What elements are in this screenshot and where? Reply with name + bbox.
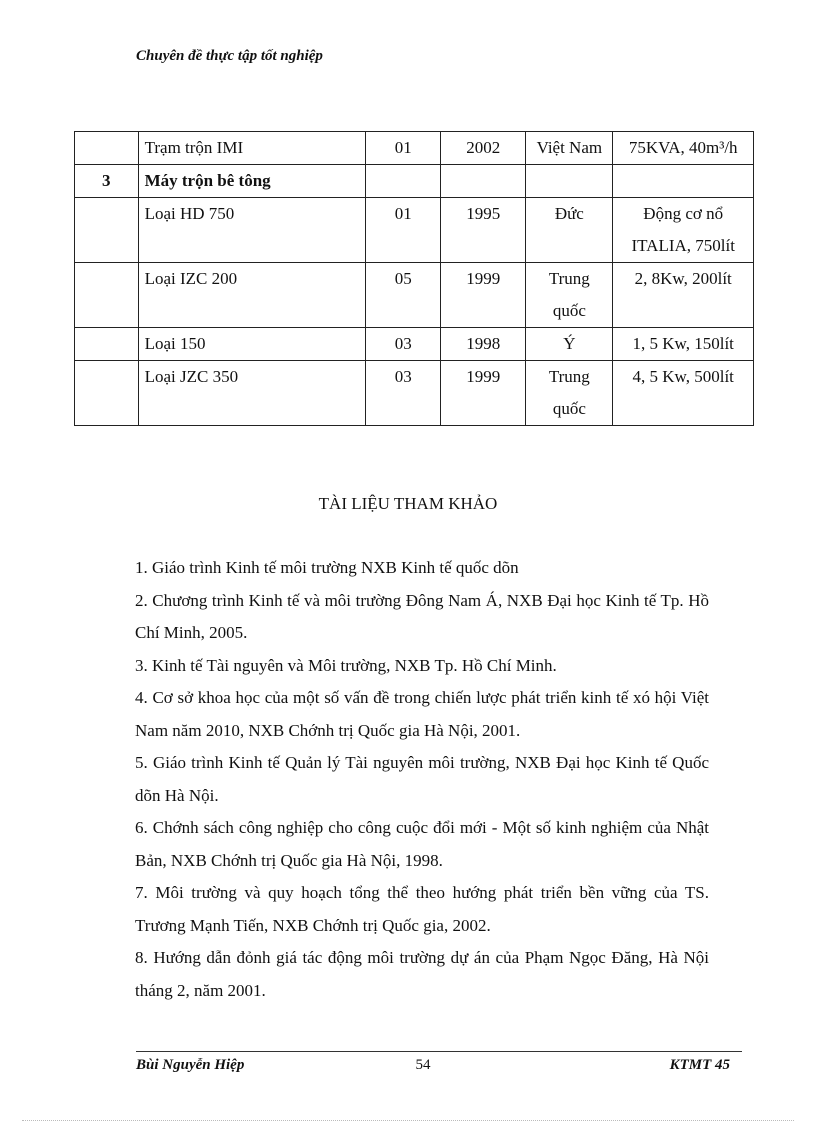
table-cell-name: Loại IZC 200 <box>138 263 366 328</box>
table-cell-stt <box>75 263 139 328</box>
table-cell-spec: Động cơ nổ ITALIA, 750lít <box>613 198 754 263</box>
page-header-title: Chuyên đề thực tập tốt nghiệp <box>136 48 323 64</box>
reference-item: 5. Giáo trình Kinh tế Quản lý Tài nguyên môi trường, NXB Đại học Kinh tế Quốc dõn Hà Nội. <box>135 753 709 805</box>
footer-divider <box>136 1051 742 1052</box>
table-cell-stt <box>75 328 139 361</box>
table-cell-name: Loại JZC 350 <box>138 361 366 426</box>
footer-class-code: KTMT 45 <box>669 1057 730 1073</box>
table-cell-origin: Việt Nam <box>526 132 613 165</box>
references-list <box>135 552 709 1007</box>
table-cell-stt <box>75 132 139 165</box>
table-cell-name: Loại 150 <box>138 328 366 361</box>
table-cell-spec: 1, 5 Kw, 150lít <box>613 328 754 361</box>
reference-item: 4. Cơ sở khoa học của một số vấn đề trong chiến lược phát triển kinh tế xó hội Việt Nam năm 2010, NXB Chớnh trị Quốc gia Hà Nội, 2001. <box>135 688 709 740</box>
reference-item: 1. Giáo trình Kinh tế môi trường NXB Kinh tế quốc dõn <box>135 558 519 577</box>
table-cell-stt: 3 <box>75 165 139 198</box>
equipment-table <box>74 131 754 426</box>
table-cell-year: 2002 <box>441 132 526 165</box>
table-cell-quantity: 03 <box>366 361 441 426</box>
table-cell-quantity: 05 <box>366 263 441 328</box>
reference-item: 6. Chớnh sách công nghiệp cho công cuộc đổi mới - Một số kinh nghiệm của Nhật Bản, NXB Chớnh trị Quốc gia Hà Nội, 1998. <box>135 818 709 870</box>
table-cell-spec: 4, 5 Kw, 500lít <box>613 361 754 426</box>
table-cell-quantity: 03 <box>366 328 441 361</box>
table-cell-quantity: 01 <box>366 132 441 165</box>
table-row <box>75 132 754 165</box>
table-cell-quantity <box>366 165 441 198</box>
table-cell-year: 1998 <box>441 328 526 361</box>
table-cell-origin: Trung quốc <box>526 263 613 328</box>
table-cell-quantity: 01 <box>366 198 441 263</box>
table-cell-year <box>441 165 526 198</box>
table-cell-spec: 75KVA, 40m³/h <box>613 132 754 165</box>
reference-item: 7. Môi trường và quy hoạch tổng thể theo hướng phát triển bền vững của TS. Trương Mạnh Tiến, NXB Chớnh trị Quốc gia, 2002. <box>135 883 709 935</box>
table-cell-year: 1999 <box>441 361 526 426</box>
footer-page-number: 54 <box>415 1057 431 1073</box>
table-cell-spec <box>613 165 754 198</box>
table-row <box>75 361 754 426</box>
table-cell-year: 1999 <box>441 263 526 328</box>
reference-item: 2. Chương trình Kinh tế và môi trường Đông Nam Á, NXB Đại học Kinh tế Tp. Hồ Chí Minh, 2005. <box>135 590 709 642</box>
reference-item: 8. Hướng dẫn đỏnh giá tác động môi trường dự án của Phạm Ngọc Đăng, Hà Nội tháng 2, năm 2001. <box>135 948 709 1000</box>
table-cell-stt <box>75 198 139 263</box>
table-cell-year: 1995 <box>441 198 526 263</box>
footer-author: Bùi Nguyễn Hiệp <box>136 1057 245 1073</box>
table-row <box>75 263 754 328</box>
table-cell-name: Trạm trộn IMI <box>138 132 366 165</box>
table-row <box>75 328 754 361</box>
table-cell-origin: Ý <box>526 328 613 361</box>
table-row <box>75 165 754 198</box>
table-cell-name: Loại HD 750 <box>138 198 366 263</box>
table-cell-stt <box>75 361 139 426</box>
table-cell-spec: 2, 8Kw, 200lít <box>613 263 754 328</box>
table-cell-origin <box>526 165 613 198</box>
references-title: TÀI LIỆU THAM KHẢO <box>318 494 498 513</box>
page-bottom-edge <box>22 1120 794 1121</box>
table-cell-origin: Trung quốc <box>526 361 613 426</box>
table-row <box>75 198 754 263</box>
table-cell-group-name: Máy trộn bê tông <box>138 165 366 198</box>
table-cell-origin: Đức <box>526 198 613 263</box>
reference-item: 3. Kinh tế Tài nguyên và Môi trường, NXB Tp. Hồ Chí Minh. <box>135 655 557 675</box>
